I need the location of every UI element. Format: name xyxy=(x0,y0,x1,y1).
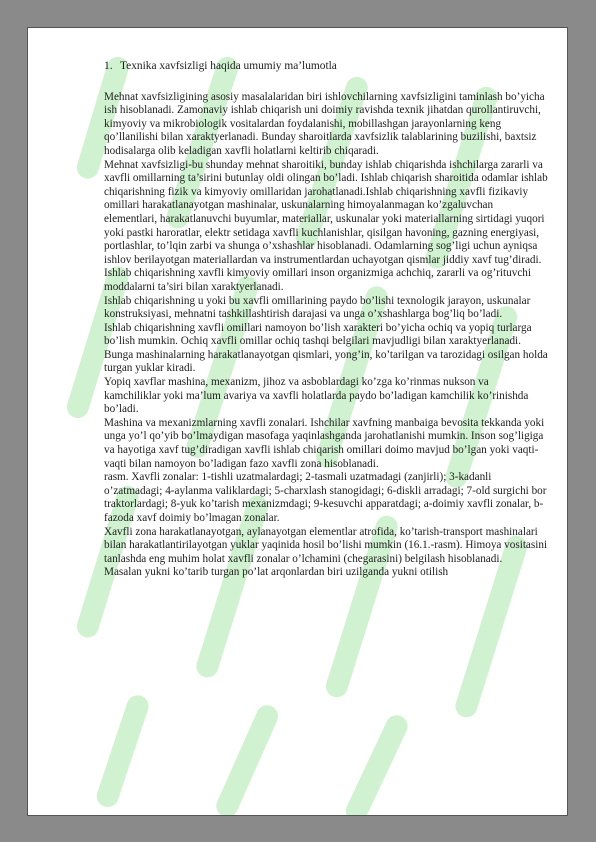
paragraph: Xavfli zona harakatlanayotgan, aylanayotgan elementlar atrofida, ko’tarish-transport mashinalari bilan harakatlantirilayotgan yuklar yaqinida hosil bo’lishi mumkin (16.1.-rasm). Himoya vositasini tanlashda eng muhim holat xavfli zonalar o’lchamini (chegarasini) belgilash hisoblanadi. xyxy=(104,525,548,565)
watermark-stroke xyxy=(357,726,397,811)
paragraph: Ishlab chiqarishning xavfli omillari namoyon bo’lish xarakteri bo’yicha ochiq va yopiq turlarga bo’lish mumkin. Ochiq xavfli omillar ochiq tashqi belgilari mavjudligi bilan xaraktyerlanadi. Bunga mashinalarning harakatlanayotgan qismlari, yong’in, ko’tarilgan va tarozidagi osilgan holda turgan yuklar kiradi. xyxy=(104,321,548,375)
paragraph: Mehnat xavfsizligi-bu shunday mehnat sharoitiki, bunday ishlab chiqarishda ishchilarga zararli va xavfli omillarning ta’sirini butunlay oldi olingan bo’ladi. Ishlab chiqarish sharoitida odamlar ishlab chiqarishning fizik va kimyoviy omillaridan jarohatlanadi.Ishlab chiqarishning xavfli fizikaviy omillari harakatlanayotgan mashinalar, uskunalarning himoyalanmagan ko’zgaluvchan elementlari, harakatlanuvchi buyumlar, materiallar, uskunalar yoki materiallarning sirtidagi yuqori yoki pastki haroratlar, elektr setidaga xavfli kuchlanishlar, qisilgan havoning, gazning energiyasi, portlashlar, to’lqin zarbi va shunga o’xshashlar hisoblanadi. Odamlarning sog’ligi uchun ayniqsa ishlov berilayotgan materiallardan va instrumentlardan uchayotgan qismlar jiddiy xavf tug’diradi. Ishlab chiqarishning xavfli kimyoviy omillari inson organizmiga achchiq, zararli va og’rituvchi moddalarni ta’siri bilan xaraktyerlanadi. xyxy=(104,158,548,293)
watermark-stroke xyxy=(108,706,138,796)
paragraph: Masalan yukni ko’tarib turgan po’lat arqonlardan biri uzilganda yukni otilish xyxy=(104,566,449,579)
heading-number: 1. xyxy=(104,60,113,72)
document-body xyxy=(104,60,548,580)
watermark-stroke xyxy=(227,716,267,806)
paragraph: rasm. Xavfli zonalar: 1-tishli uzatmalardagi; 2-tasmali uzatmadagi (zanjirli); 3-kadanli o’zatmadagi; 4-aylanma valiklardagi; 5-charxlash stanogidagi; 6-diskli arradagi; 7-old surgichi bor traktorlardagi; 8-yuk ko’tarish mexanizmdagi; 9-kesuvchi apparatdagi; a-doimiy xavfli zonalar, b-fazoda xavf doimiy bo’lmagan zonalar. xyxy=(104,471,547,524)
document-page xyxy=(27,27,568,816)
heading-text: Texnika xavfsizligi haqida umumiy ma’lumotla xyxy=(120,60,337,72)
paragraph: Mehnat xavfsizligining asosiy masalalaridan biri ishlovchilarning xavfsizligini taminlash bo’yicha ish hisoblanadi. Zamonaviy ishlab chiqarish uni doimiy ravishda texnik jihatdan qurollantiruvchi, kimyoviy va mikrobiologik vositalardan foydalanishi, mobillashgan jarayonlarning keng qo’llanilishi bilan xaraktyerlanadi. Bunday sharoitlarda xavfsizlik talablarining buzilishi, baxtsiz hodisalarga olib keladigan xavfli holatlarni keltirib chiqaradi. xyxy=(104,90,545,157)
section-heading xyxy=(104,60,548,74)
paragraph: Yopiq xavflar mashina, mexanizm, jihoz va asboblardagi ko’zga ko’rinmas nukson va kamchiliklar yoki ma’lum avariya va xavfli holatlarda paydo bo’ladigan kamchilik ko’rinishda bo’ladi. xyxy=(104,376,529,416)
paragraph: Ishlab chiqarishning u yoki bu xavfli omillarining paydo bo’lishi texnologik jarayon, uskunalar konstruksiyasi, mehnatni tashkillashtirish darajasi va unga o’xshashlarga bog’liq bo’ladi. xyxy=(104,294,531,321)
paragraph: Mashina va mexanizmlarning xavfli zonalari. Ishchilar xavfning manbaiga bevosita tekkanda yoki unga yo’l qo’yib bo’lmaydigan masofaga yaqinlashganda jarohatlanishi mumkin. Inson sog’ligiga va hayotiga xavf tug’diradigan xavfli ishlab chiqarish omillari doimo mavjud bo’lgan yoki vaqti-vaqti bilan namoyon bo’ladigan fazo xavfli zona hisoblanadi. xyxy=(104,416,545,470)
